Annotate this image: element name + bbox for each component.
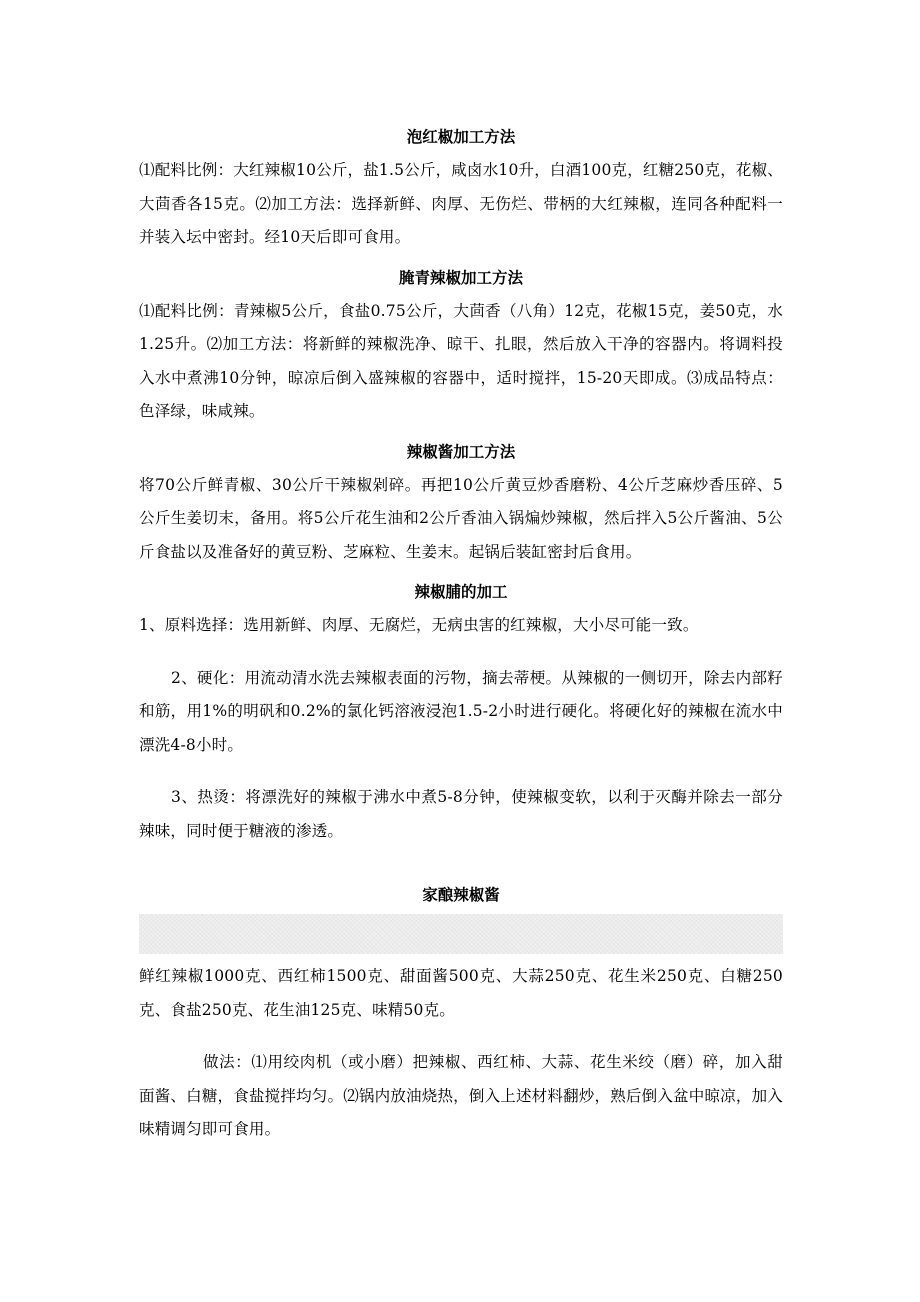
section-step-hardening: 2、硬化：用流动清水洗去辣椒表面的污物，摘去蒂梗。从辣椒的一侧切开，除去内部籽和筋，用1%的明矾和0.2%的氯化钙溶液浸泡1.5-2小时进行硬化。将硬化好的辣椒在流水中漂洗4-8小时。: [139, 668, 783, 754]
section-title-salted-green-pepper: 腌青辣椒加工方法: [398, 268, 523, 287]
section-method-homemade-chili-sauce: 做法：⑴用绞肉机（或小磨）把辣椒、西红柿、大蒜、花生米绞（磨）碎，加入甜面酱、白糖，食盐搅拌均匀。⑵锅内放油烧热，倒入上述材料翻炒，熟后倒入盆中晾凉，加入味精调匀即可食用。: [139, 1053, 783, 1138]
spacer: [139, 643, 783, 662]
section-body-chili-sauce: 将70公斤鲜青椒、30公斤干辣椒剁碎。再把10公斤黄豆炒香磨粉、4公斤芝麻炒香压碎、5公斤生姜切末，备用。将5公斤花生油和2公斤香油入锅煸炒辣椒，然后拌入5公斤酱油、5公斤食盐以及准备好的黄豆粉、芝麻粒、生姜末。起锅后装缸密封后食用。: [139, 475, 783, 561]
document-content: [139, 120, 783, 1147]
spacer: [139, 762, 783, 781]
section-title-candied-pepper: 辣椒脯的加工: [414, 583, 508, 601]
section-ingredients-homemade-chili-sauce: 鲜红辣椒1000克、西红柿1500克、甜面酱500克、大蒜250克、花生米250克、白糖250克、食盐250克、花生油125克、味精50克。: [139, 967, 783, 1019]
gray-dotted-band: [139, 914, 783, 954]
section-title-homemade-chili-sauce: 家酿辣椒酱: [422, 886, 500, 904]
spacer: [139, 848, 783, 878]
section-body-salted-green-pepper: ⑴配料比例：青辣椒5公斤，食盐0.75公斤，大茴香（八角）12克，花椒15克，姜50克，水1.25升。⑵加工方法：将新鲜的辣椒洗净、晾干、扎眼，然后放入干净的容器内。将调料投入水中煮沸10分钟，晾凉后倒入盛辣椒的容器中，适时搅拌，15-20天即成。⑶成品特点：色泽绿，味咸辣。: [139, 301, 783, 420]
section-title-pickled-red-pepper: 泡红椒加工方法: [406, 128, 516, 146]
section-title-chili-sauce: 辣椒酱加工方法: [406, 442, 516, 461]
section-step-material-selection: 1、原料选择：选用新鲜、肉厚、无腐烂，无病虫害的红辣椒，大小尽可能一致。: [139, 616, 699, 634]
spacer: [139, 1027, 783, 1046]
section-body-pickled-red-pepper: ⑴配料比例：大红辣椒10公斤，盐1.5公斤，咸卤水10升，白酒100克，红糖250克，花椒、大茴香各15克。⑵加工方法：选择新鲜、肉厚、无伤烂、带柄的大红辣椒，连同各种配料一并装入坛中密封。经10天后即可食用。: [139, 161, 783, 246]
section-step-blanching: 3、热烫：将漂洗好的辣椒于沸水中煮5-8分钟，使辣椒变软，以利于灭酶并除去一部分辣味，同时便于糖液的渗透。: [139, 788, 783, 840]
